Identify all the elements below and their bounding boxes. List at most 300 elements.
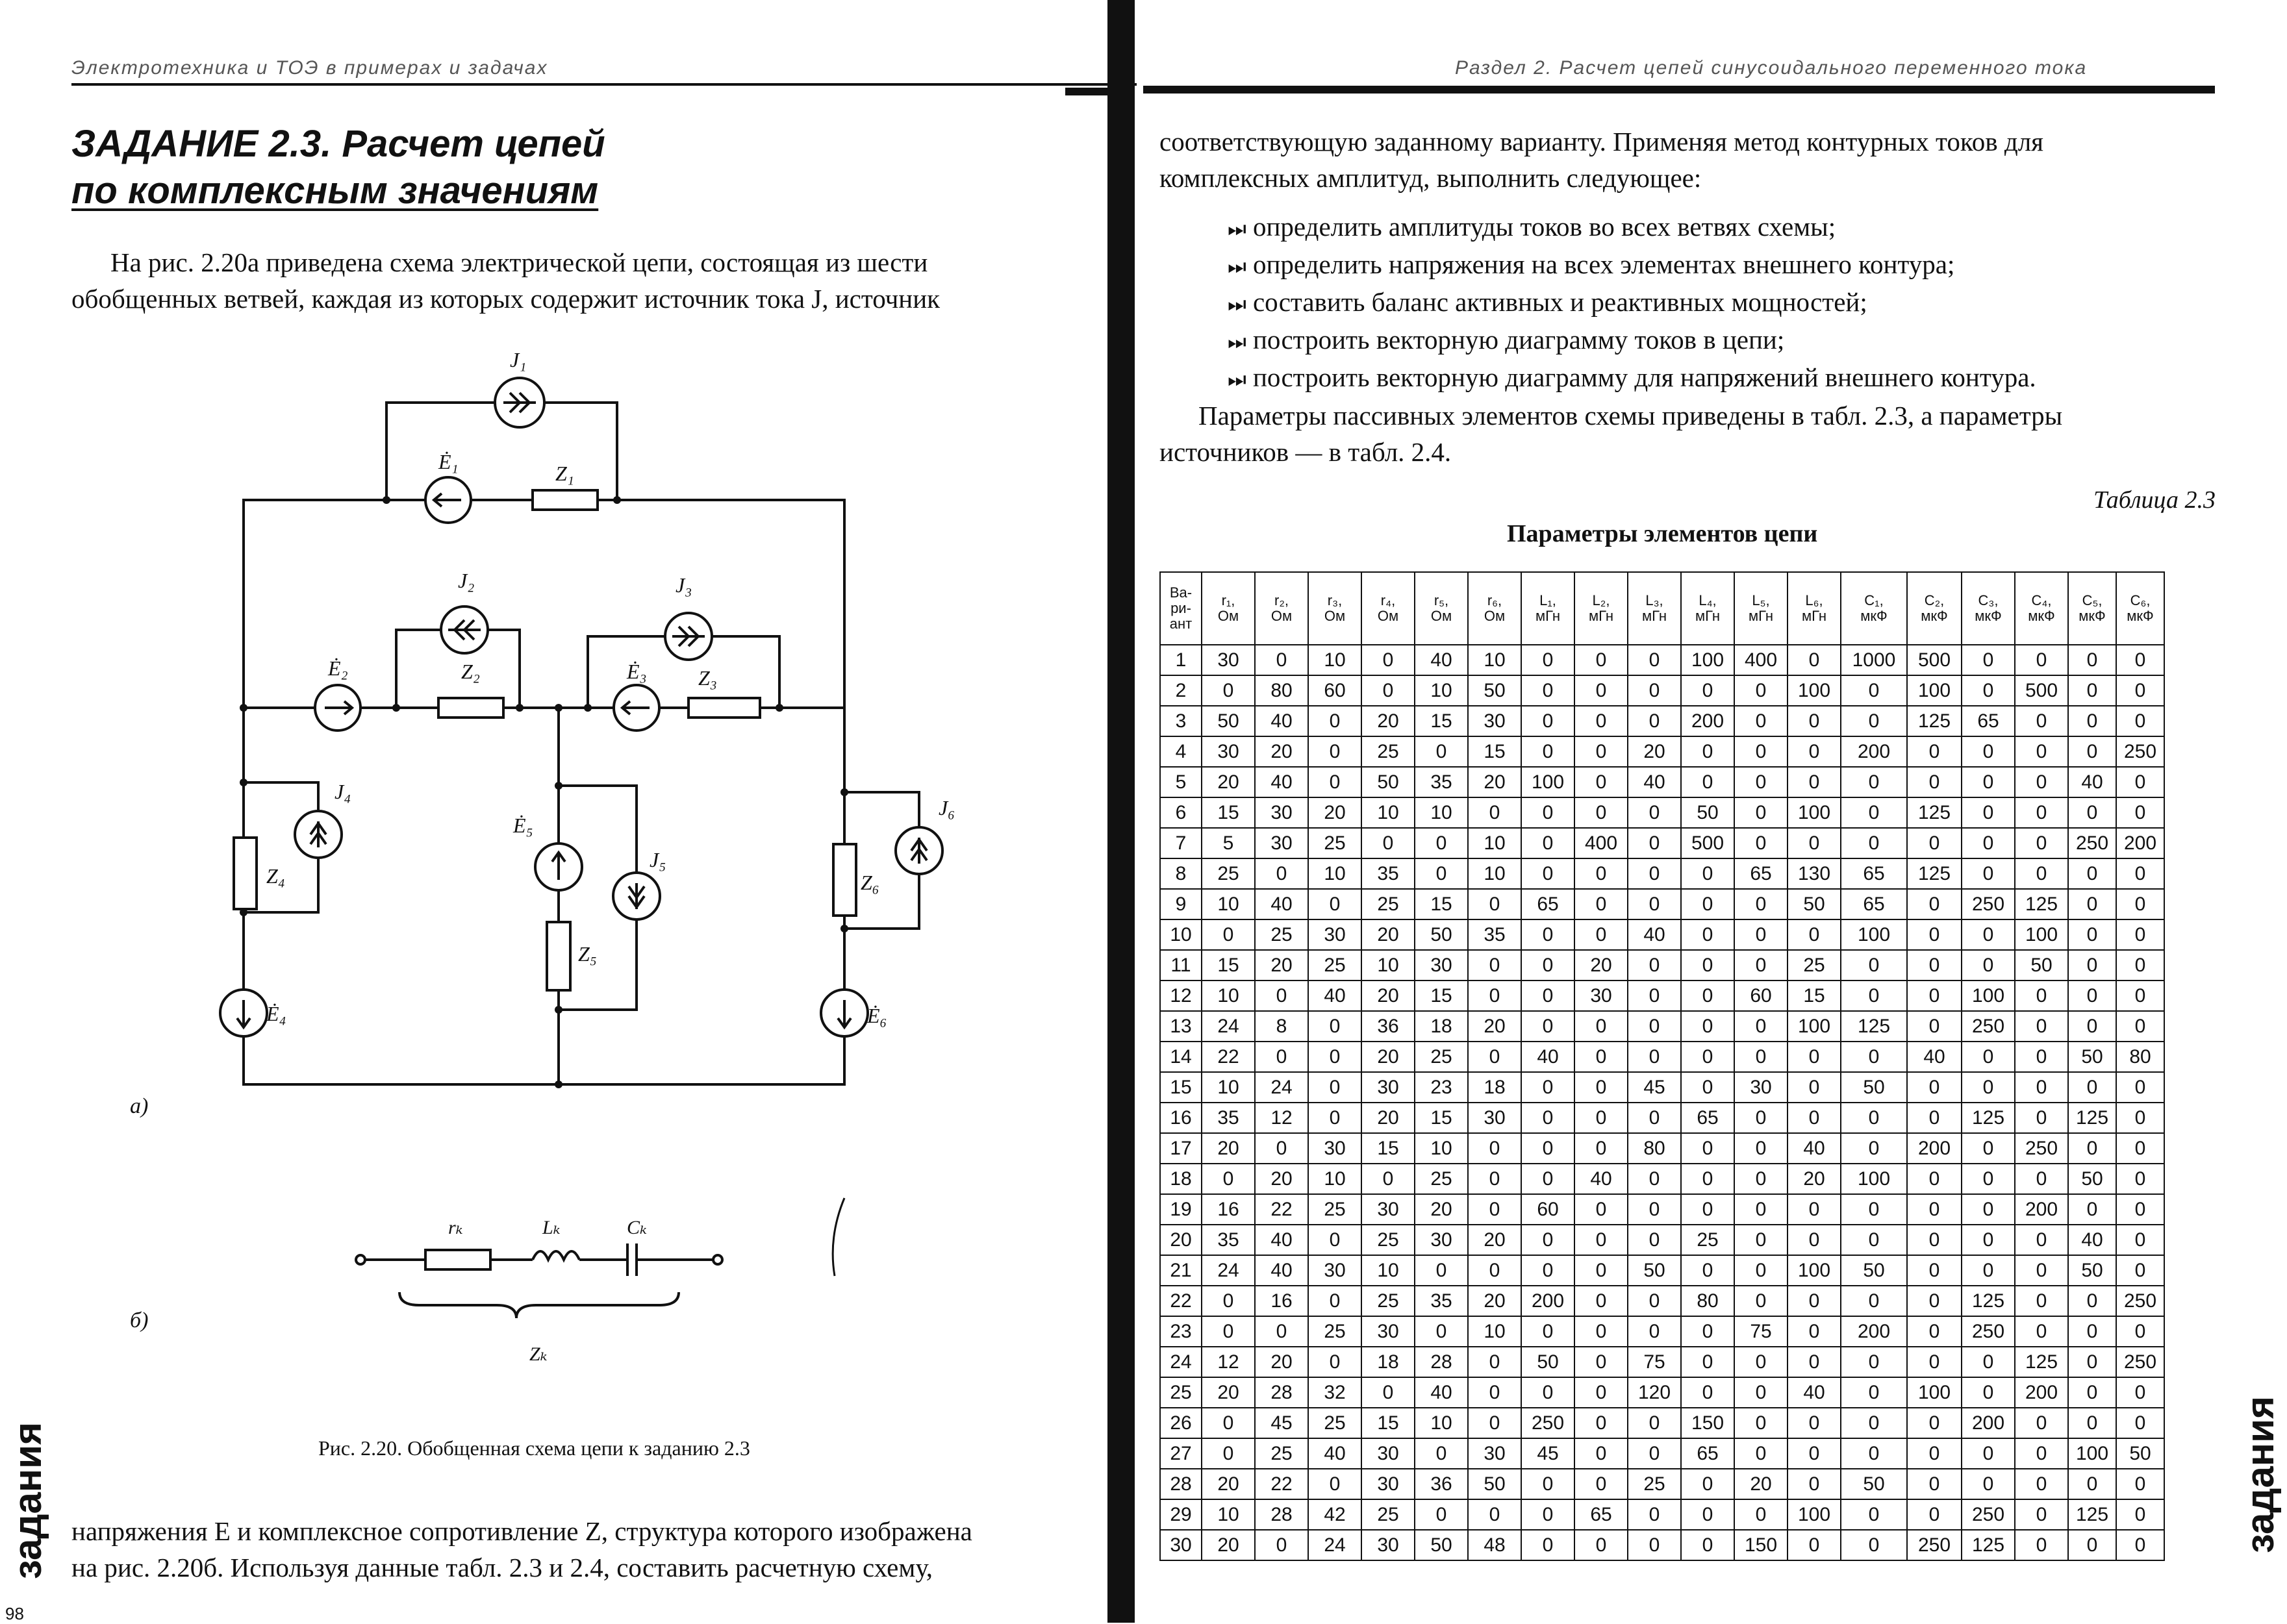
variant-number-cell: 3 [1160, 706, 1202, 736]
label-e6: Ė₆ [867, 1004, 887, 1027]
table-row [1160, 645, 2164, 675]
table-cell: 50 [1788, 889, 1841, 919]
table-cell: 50 [2068, 1255, 2116, 1286]
table-cell: 30 [1202, 645, 1255, 675]
table-cell: 15 [1415, 706, 1468, 736]
table-cell: 20 [1574, 950, 1628, 981]
table-cell: 0 [1788, 706, 1841, 736]
table-cell: 20 [1628, 736, 1681, 767]
variant-number-cell: 19 [1160, 1194, 1202, 1225]
table-cell: 0 [1734, 1164, 1788, 1194]
table-cell: 0 [1308, 1347, 1361, 1377]
table-cell: 15 [1361, 1133, 1415, 1164]
table-cell: 0 [1628, 1225, 1681, 1255]
table-cell: 100 [1907, 1377, 1962, 1408]
table-cell: 125 [1962, 1530, 2015, 1560]
table-cell: 0 [1734, 1103, 1788, 1133]
table-cell: 0 [1734, 950, 1788, 981]
table-cell: 16 [1255, 1286, 1308, 1316]
table-cell: 0 [1962, 950, 2015, 981]
table-cell: 0 [2068, 797, 2116, 828]
table-cell: 80 [1255, 675, 1308, 706]
table-cell: 0 [1574, 1133, 1628, 1164]
table-row [1160, 1225, 2164, 1255]
table-cell: 25 [1361, 1225, 1415, 1255]
table-cell: 0 [2068, 1530, 2116, 1560]
table-cell: 250 [2116, 1347, 2164, 1377]
table-cell: 65 [1841, 889, 1907, 919]
variant-number-cell: 14 [1160, 1042, 1202, 1072]
table-cell: 0 [2068, 1377, 2116, 1408]
table-cell: 0 [1841, 1377, 1907, 1408]
params-table [1159, 571, 2165, 1561]
table-cell: 25 [1361, 1499, 1415, 1530]
table-cell: 0 [2116, 1011, 2164, 1042]
table-cell: 0 [1734, 1347, 1788, 1377]
table-cell: 0 [1521, 675, 1574, 706]
table-header-cell: r₁, Ом [1202, 572, 1255, 645]
circuit-diagram-a [195, 338, 987, 1097]
table-cell: 10 [1468, 645, 1521, 675]
table-cell: 0 [1841, 950, 1907, 981]
table-cell: 0 [1907, 889, 1962, 919]
table-cell: 250 [1521, 1408, 1574, 1438]
table-header-cell: L₂, мГн [1574, 572, 1628, 645]
table-cell: 0 [1255, 981, 1308, 1011]
table-cell: 0 [1788, 1347, 1841, 1377]
table-cell: 0 [1308, 1103, 1361, 1133]
figure-caption: Рис. 2.20. Обобщенная схема цепи к заданию 2.3 [318, 1436, 750, 1460]
table-cell: 0 [2068, 889, 2116, 919]
table-cell: 0 [2015, 1316, 2068, 1347]
table-header-cell: C₄, мкФ [2015, 572, 2068, 645]
table-cell: 32 [1308, 1377, 1361, 1408]
table-cell: 5 [1202, 828, 1255, 858]
table-cell: 10 [1308, 645, 1361, 675]
table-cell: 200 [1521, 1286, 1574, 1316]
table-cell: 0 [1468, 797, 1521, 828]
table-cell: 0 [1628, 1103, 1681, 1133]
table-cell: 25 [1308, 1408, 1361, 1438]
variant-number-cell: 17 [1160, 1133, 1202, 1164]
table-cell: 15 [1202, 797, 1255, 828]
table-cell: 0 [1734, 767, 1788, 797]
table-cell: 200 [1962, 1408, 2015, 1438]
table-cell: 250 [1962, 1011, 2015, 1042]
table-row [1160, 950, 2164, 981]
table-cell: 0 [2116, 1164, 2164, 1194]
table-cell: 40 [2068, 1225, 2116, 1255]
table-cell: 100 [1788, 675, 1841, 706]
table-cell: 0 [1202, 1316, 1255, 1347]
table-cell: 0 [2116, 1133, 2164, 1164]
table-cell: 48 [1468, 1530, 1521, 1560]
table-cell: 40 [1628, 767, 1681, 797]
table-header-cell: r₆, Ом [1468, 572, 1521, 645]
table-cell: 0 [1734, 736, 1788, 767]
table-cell: 125 [2068, 1103, 2116, 1133]
variant-number-cell: 23 [1160, 1316, 1202, 1347]
variant-number-cell: 11 [1160, 950, 1202, 981]
table-cell: 250 [2068, 828, 2116, 858]
table-cell: 0 [2116, 950, 2164, 981]
table-cell: 100 [1788, 1011, 1841, 1042]
table-cell: 25 [1415, 1042, 1468, 1072]
continue-line-1: соответствующую заданному варианту. Применяя метод контурных токов для [1159, 127, 2044, 156]
table-cell: 125 [1962, 1103, 2015, 1133]
table-cell: 100 [1788, 797, 1841, 828]
table-cell: 0 [1628, 1042, 1681, 1072]
table-cell: 0 [2068, 981, 2116, 1011]
table-cell: 75 [1628, 1347, 1681, 1377]
variant-number-cell: 7 [1160, 828, 1202, 858]
table-cell: 0 [2116, 858, 2164, 889]
table-cell: 40 [1255, 1225, 1308, 1255]
table-cell: 0 [2116, 981, 2164, 1011]
table-cell: 20 [1202, 767, 1255, 797]
table-cell: 25 [1361, 736, 1415, 767]
table-header-cell: L₆, мГн [1788, 572, 1841, 645]
table-cell: 28 [1255, 1499, 1308, 1530]
table-cell: 50 [2068, 1164, 2116, 1194]
table-cell: 30 [1361, 1194, 1415, 1225]
table-cell: 0 [2068, 1194, 2116, 1225]
table-cell: 0 [1255, 858, 1308, 889]
table-cell: 250 [1962, 1316, 2015, 1347]
variant-number-cell: 13 [1160, 1011, 1202, 1042]
table-row [1160, 1377, 2164, 1408]
table-cell: 50 [1681, 797, 1734, 828]
table-cell: 0 [1468, 1042, 1521, 1072]
table-cell: 0 [2015, 1530, 2068, 1560]
table-cell: 0 [1962, 1347, 2015, 1377]
table-cell: 40 [1788, 1133, 1841, 1164]
table-cell: 20 [1734, 1469, 1788, 1499]
table-cell: 15 [1788, 981, 1841, 1011]
table-cell: 0 [1907, 1194, 1962, 1225]
table-cell: 45 [1255, 1408, 1308, 1438]
table-cell: 25 [1255, 1438, 1308, 1469]
table-cell: 0 [1841, 1286, 1907, 1316]
table-cell: 0 [2015, 1286, 2068, 1316]
table-cell: 0 [1788, 1072, 1841, 1103]
task-bullet-list [1228, 209, 2036, 397]
table-cell: 0 [1788, 1408, 1841, 1438]
table-cell: 0 [1907, 1347, 1962, 1377]
table-cell: 0 [1788, 1438, 1841, 1469]
table-cell: 0 [1308, 1042, 1361, 1072]
table-cell: 0 [1962, 1072, 2015, 1103]
table-cell: 0 [1681, 1530, 1734, 1560]
variant-number-cell: 10 [1160, 919, 1202, 950]
table-cell: 0 [2015, 1164, 2068, 1194]
table-cell: 0 [2068, 1469, 2116, 1499]
table-cell: 0 [1308, 889, 1361, 919]
table-cell: 0 [2116, 1499, 2164, 1530]
table-cell: 0 [1308, 736, 1361, 767]
table-cell: 0 [1468, 1164, 1521, 1194]
table-header-cell: C₅, мкФ [2068, 572, 2116, 645]
table-cell: 200 [2015, 1194, 2068, 1225]
table-cell: 0 [2015, 706, 2068, 736]
table-cell: 0 [2116, 767, 2164, 797]
table-cell: 0 [1468, 950, 1521, 981]
table-cell: 15 [1361, 1408, 1415, 1438]
table-row [1160, 736, 2164, 767]
table-cell: 0 [1962, 1042, 2015, 1072]
table-cell: 0 [1521, 1072, 1574, 1103]
table-row [1160, 797, 2164, 828]
table-cell: 50 [1841, 1255, 1907, 1286]
task-title-line2: по комплексным значениям [71, 169, 599, 212]
table-cell: 250 [1962, 889, 2015, 919]
table-cell: 20 [1255, 1347, 1308, 1377]
table-cell: 0 [1962, 797, 2015, 828]
table-cell: 30 [1361, 1438, 1415, 1469]
table-cell: 40 [1415, 1377, 1468, 1408]
table-row [1160, 1255, 2164, 1286]
bottom-line-2: на рис. 2.20б. Используя данные табл. 2.3 и 2.4, составить расчетную схему, [71, 1553, 933, 1582]
table-cell: 0 [1788, 828, 1841, 858]
table-cell: 0 [1681, 981, 1734, 1011]
table-cell: 20 [1202, 1530, 1255, 1560]
table-cell: 200 [1907, 1133, 1962, 1164]
table-cell: 0 [2015, 1072, 2068, 1103]
table-cell: 10 [1202, 889, 1255, 919]
variant-number-cell: 15 [1160, 1072, 1202, 1103]
table-cell: 10 [1202, 1072, 1255, 1103]
table-cell: 0 [1788, 736, 1841, 767]
table-cell: 0 [1308, 1286, 1361, 1316]
table-cell: 0 [1962, 919, 2015, 950]
table-cell: 40 [1574, 1164, 1628, 1194]
table-cell: 0 [1361, 828, 1415, 858]
table-cell: 0 [1521, 919, 1574, 950]
table-cell: 22 [1202, 1042, 1255, 1072]
table-cell: 0 [1521, 1499, 1574, 1530]
label-z5: Z₅ [578, 942, 597, 966]
table-cell: 0 [2015, 828, 2068, 858]
table-cell: 0 [1308, 767, 1361, 797]
variant-number-cell: 9 [1160, 889, 1202, 919]
table-cell: 40 [1255, 889, 1308, 919]
table-cell: 0 [2015, 1499, 2068, 1530]
table-cell: 65 [1841, 858, 1907, 889]
table-cell: 22 [1255, 1469, 1308, 1499]
table-cell: 0 [1202, 1438, 1255, 1469]
table-cell: 0 [2015, 767, 2068, 797]
table-cell: 0 [1841, 828, 1907, 858]
table-cell: 0 [2068, 1072, 2116, 1103]
table-cell: 0 [1628, 797, 1681, 828]
table-cell: 25 [1788, 950, 1841, 981]
table-cell: 20 [1202, 1133, 1255, 1164]
table-cell: 0 [1962, 1255, 2015, 1286]
table-cell: 0 [1521, 1103, 1574, 1133]
table-cell: 0 [1907, 950, 1962, 981]
label-j4: J₄ [335, 780, 351, 803]
table-cell: 0 [1255, 645, 1308, 675]
table-cell: 0 [1681, 919, 1734, 950]
table-cell: 0 [1521, 950, 1574, 981]
table-cell: 0 [1308, 1072, 1361, 1103]
bottom-paragraph [71, 1513, 1107, 1586]
table-cell: 100 [1788, 1499, 1841, 1530]
table-cell: 0 [1574, 1469, 1628, 1499]
table-cell: 0 [1468, 1347, 1521, 1377]
table-cell: 0 [2116, 1255, 2164, 1286]
table-cell: 0 [1734, 919, 1788, 950]
continue-paragraph [1159, 123, 2215, 196]
table-cell: 0 [2068, 1316, 2116, 1347]
table-cell: 40 [1907, 1042, 1962, 1072]
label-e4: Ė₄ [266, 1002, 286, 1025]
table-cell: 0 [1841, 981, 1907, 1011]
table-cell: 150 [1734, 1530, 1788, 1560]
table-cell: 0 [2068, 706, 2116, 736]
table-cell: 30 [1308, 919, 1361, 950]
table-cell: 35 [1468, 919, 1521, 950]
label-z4: Z₄ [266, 864, 285, 888]
table-cell: 0 [2015, 797, 2068, 828]
table-cell: 50 [2068, 1042, 2116, 1072]
circuit-diagram-b [351, 1195, 740, 1383]
table-cell: 18 [1361, 1347, 1415, 1377]
table-cell: 40 [1255, 767, 1308, 797]
left-header-rule [71, 83, 1137, 86]
table-cell: 0 [2116, 1530, 2164, 1560]
table-row [1160, 828, 2164, 858]
table-cell: 0 [1521, 981, 1574, 1011]
table-cell: 35 [1415, 767, 1468, 797]
table-cell: 0 [1681, 1469, 1734, 1499]
table-cell: 0 [1521, 1011, 1574, 1042]
label-z6: Z₆ [861, 871, 879, 894]
table-cell: 25 [1361, 1286, 1415, 1316]
table-cell: 0 [2068, 736, 2116, 767]
table-cell: 0 [2116, 1469, 2164, 1499]
table-cell: 0 [1308, 1225, 1361, 1255]
table-cell: 125 [1907, 706, 1962, 736]
table-cell: 0 [1415, 858, 1468, 889]
table-cell: 0 [2068, 858, 2116, 889]
table-cell: 10 [1468, 1316, 1521, 1347]
table-cell: 0 [1907, 1072, 1962, 1103]
variant-number-cell: 5 [1160, 767, 1202, 797]
table-cell: 0 [1841, 1225, 1907, 1255]
table-cell: 0 [1468, 981, 1521, 1011]
table-cell: 24 [1255, 1072, 1308, 1103]
table-cell: 0 [2116, 1377, 2164, 1408]
left-running-header: Электротехника и ТОЭ в примерах и задачах [71, 57, 548, 79]
table-cell: 0 [1681, 1377, 1734, 1408]
table-cell: 0 [2068, 645, 2116, 675]
table-cell: 0 [1574, 1194, 1628, 1225]
table-row [1160, 981, 2164, 1011]
table-cell: 25 [1628, 1469, 1681, 1499]
table-cell: 0 [1308, 1011, 1361, 1042]
table-cell: 125 [1962, 1286, 2015, 1316]
table-cell: 0 [1628, 675, 1681, 706]
bullet-item: ⏭ определить напряжения на всех элементах внешнего контура; [1228, 247, 2036, 284]
table-cell: 0 [1907, 1103, 1962, 1133]
table-cell: 10 [1468, 858, 1521, 889]
table-row [1160, 1530, 2164, 1560]
table-cell: 50 [2116, 1438, 2164, 1469]
table-cell: 20 [1468, 1286, 1521, 1316]
table-cell: 0 [1788, 1530, 1841, 1560]
table-cell: 45 [1521, 1438, 1574, 1469]
table-row [1160, 1042, 2164, 1072]
table-cell: 0 [1574, 1103, 1628, 1133]
table-cell: 0 [1962, 858, 2015, 889]
table-cell: 0 [1521, 1530, 1574, 1560]
table-cell: 0 [1521, 858, 1574, 889]
table-cell: 0 [1521, 1255, 1574, 1286]
table-cell: 0 [1202, 1164, 1255, 1194]
table-row [1160, 1408, 2164, 1438]
table-cell: 0 [1574, 1072, 1628, 1103]
table-cell: 250 [2015, 1133, 2068, 1164]
table-cell: 200 [1841, 1316, 1907, 1347]
table-cell: 0 [1521, 1164, 1574, 1194]
table-cell: 0 [1734, 1225, 1788, 1255]
figure-a-label: а) [130, 1094, 149, 1118]
label-j5: J₅ [650, 848, 666, 871]
table-cell: 0 [2116, 645, 2164, 675]
table-cell: 0 [1628, 1408, 1681, 1438]
table-cell: 25 [1681, 1225, 1734, 1255]
table-cell: 40 [1628, 919, 1681, 950]
table-cell: 200 [1681, 706, 1734, 736]
table-cell: 0 [1788, 1316, 1841, 1347]
table-cell: 24 [1202, 1255, 1255, 1286]
table-cell: 150 [1681, 1408, 1734, 1438]
table-cell: 30 [1734, 1072, 1788, 1103]
table-cell: 0 [1681, 1042, 1734, 1072]
table-cell: 65 [1734, 858, 1788, 889]
table-cell: 0 [1788, 1042, 1841, 1072]
table-cell: 0 [1468, 1255, 1521, 1286]
table-cell: 0 [1734, 1255, 1788, 1286]
variant-number-cell: 22 [1160, 1286, 1202, 1316]
table-cell: 50 [1468, 1469, 1521, 1499]
variant-number-cell: 26 [1160, 1408, 1202, 1438]
continue-line-2: комплексных амплитуд, выполнить следующее: [1159, 163, 1702, 193]
label-j3: J₃ [676, 573, 692, 597]
table-cell: 16 [1202, 1194, 1255, 1225]
bullet-item: ⏭ определить амплитуды токов во всех ветвях схемы; [1228, 209, 2036, 247]
table-cell: 60 [1521, 1194, 1574, 1225]
table-cell: 0 [1574, 1011, 1628, 1042]
table-cell: 20 [1361, 1103, 1415, 1133]
table-cell: 100 [1788, 1255, 1841, 1286]
table-cell: 100 [2068, 1438, 2116, 1469]
table-cell: 50 [1521, 1347, 1574, 1377]
table-cell: 40 [1255, 706, 1308, 736]
table-row [1160, 1316, 2164, 1347]
table-cell: 0 [1681, 1164, 1734, 1194]
table-cell: 0 [1628, 858, 1681, 889]
table-cell: 0 [1574, 797, 1628, 828]
table-cell: 0 [1415, 1438, 1468, 1469]
table-cell: 0 [1574, 1408, 1628, 1438]
table-cell: 0 [1907, 1164, 1962, 1194]
table-cell: 40 [1308, 1438, 1361, 1469]
label-ck: Cₖ [627, 1217, 647, 1238]
intro-paragraph [71, 244, 1107, 317]
label-z2: Z₂ [461, 660, 480, 683]
